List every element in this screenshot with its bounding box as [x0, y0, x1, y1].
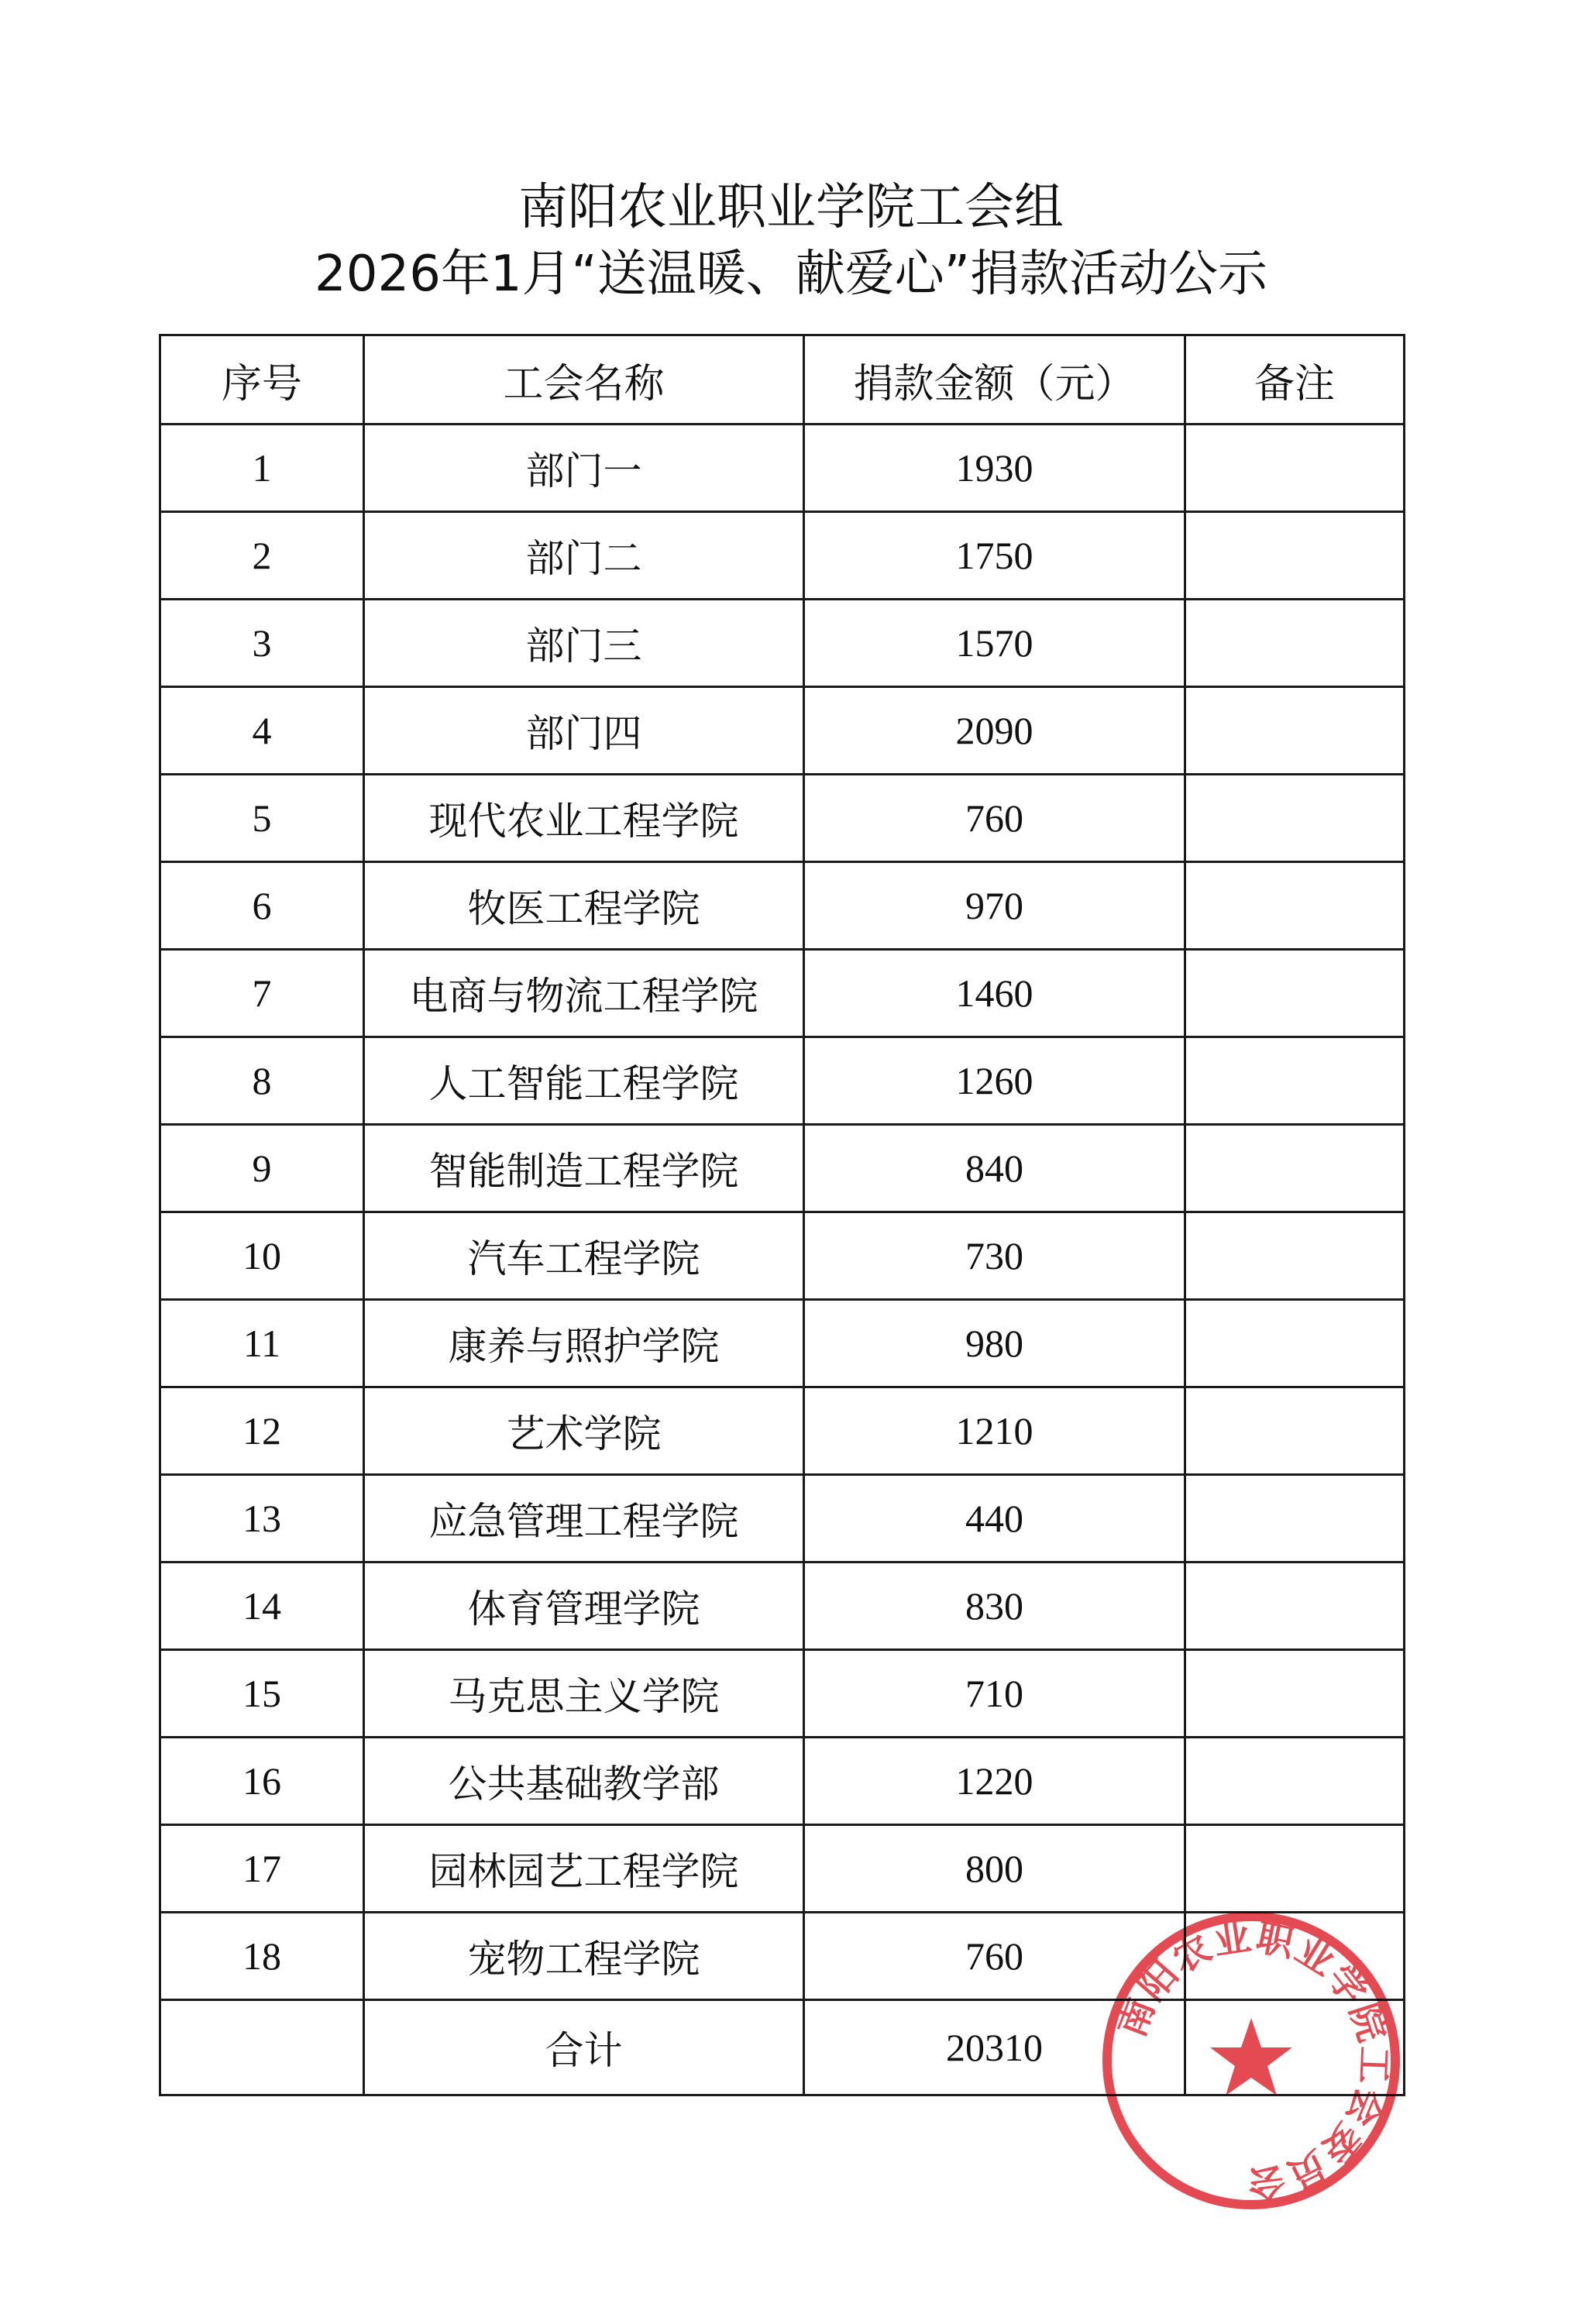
row-index: 16 — [160, 1738, 364, 1825]
row-remark — [1185, 1738, 1405, 1825]
row-index: 12 — [160, 1387, 364, 1475]
row-union-name: 部门二 — [364, 512, 804, 600]
table-row — [160, 950, 1405, 1037]
seal-star-icon — [1210, 2018, 1292, 2095]
row-index: 13 — [160, 1475, 364, 1563]
table-row — [160, 1475, 1405, 1563]
row-remark — [1185, 600, 1405, 687]
row-union-name: 人工智能工程学院 — [364, 1037, 804, 1125]
row-index: 3 — [160, 600, 364, 687]
row-amount: 1260 — [804, 1037, 1185, 1125]
row-index: 10 — [160, 1212, 364, 1300]
row-index: 6 — [160, 862, 364, 950]
row-union-name: 智能制造工程学院 — [364, 1125, 804, 1212]
row-amount: 1930 — [804, 425, 1185, 512]
document-title: 南阳农业职业学院工会组 — [518, 179, 1064, 236]
row-index: 4 — [160, 687, 364, 775]
row-amount: 1220 — [804, 1738, 1185, 1825]
row-remark — [1185, 1300, 1405, 1387]
table-row — [160, 1300, 1405, 1387]
table-row — [160, 1563, 1405, 1650]
row-amount: 980 — [804, 1300, 1185, 1387]
row-union-name: 牧医工程学院 — [364, 862, 804, 950]
row-amount: 1750 — [804, 512, 1185, 600]
official-seal-stamp — [1096, 1906, 1406, 2216]
table-row — [160, 1387, 1405, 1475]
row-index: 1 — [160, 425, 364, 512]
document-subtitle: 2026年1月“送温暖、献爱心”捐款活动公示 — [315, 246, 1267, 303]
row-remark — [1185, 512, 1405, 600]
row-index: 7 — [160, 950, 364, 1037]
row-index: 14 — [160, 1563, 364, 1650]
row-union-name: 部门一 — [364, 425, 804, 512]
table-row — [160, 687, 1405, 775]
table-row — [160, 1825, 1405, 1913]
table-row — [160, 862, 1405, 950]
table-row — [160, 775, 1405, 862]
table-header-row — [160, 335, 1405, 425]
header-amount: 捐款金额（元） — [804, 335, 1185, 425]
row-amount: 970 — [804, 862, 1185, 950]
row-amount: 710 — [804, 1650, 1185, 1738]
row-remark — [1185, 1563, 1405, 1650]
row-remark — [1185, 1475, 1405, 1563]
row-remark — [1185, 1825, 1405, 1913]
table-row — [160, 1738, 1405, 1825]
row-remark — [1185, 1212, 1405, 1300]
row-remark — [1185, 775, 1405, 862]
row-union-name: 部门三 — [364, 600, 804, 687]
row-amount: 830 — [804, 1563, 1185, 1650]
row-union-name: 艺术学院 — [364, 1387, 804, 1475]
row-union-name: 马克思主义学院 — [364, 1650, 804, 1738]
row-union-name: 园林园艺工程学院 — [364, 1825, 804, 1913]
row-amount: 1210 — [804, 1387, 1185, 1475]
row-index: 2 — [160, 512, 364, 600]
row-union-name: 汽车工程学院 — [364, 1212, 804, 1300]
row-amount: 1570 — [804, 600, 1185, 687]
row-index: 17 — [160, 1825, 364, 1913]
table-row — [160, 512, 1405, 600]
row-remark — [1185, 950, 1405, 1037]
row-index: 11 — [160, 1300, 364, 1387]
row-index: 9 — [160, 1125, 364, 1212]
donation-table — [159, 334, 1405, 2096]
row-remark — [1185, 1125, 1405, 1212]
row-index: 5 — [160, 775, 364, 862]
total-label: 合计 — [364, 2000, 804, 2095]
row-remark — [1185, 687, 1405, 775]
row-union-name: 应急管理工程学院 — [364, 1475, 804, 1563]
row-amount: 800 — [804, 1825, 1185, 1913]
row-amount: 760 — [804, 1913, 1185, 2000]
row-remark — [1185, 862, 1405, 950]
table-row — [160, 425, 1405, 512]
table-row — [160, 600, 1405, 687]
row-remark — [1185, 1650, 1405, 1738]
row-index: 18 — [160, 1913, 364, 2000]
seal-text: 南阳农业职业学院工会委员会 — [1109, 1915, 1396, 2206]
row-amount: 760 — [804, 775, 1185, 862]
row-union-name: 电商与物流工程学院 — [364, 950, 804, 1037]
row-amount: 840 — [804, 1125, 1185, 1212]
header-index: 序号 — [160, 335, 364, 425]
row-remark — [1185, 1387, 1405, 1475]
row-remark — [1185, 1037, 1405, 1125]
total-index — [160, 2000, 364, 2095]
row-remark — [1185, 425, 1405, 512]
table-row — [160, 1650, 1405, 1738]
row-index: 15 — [160, 1650, 364, 1738]
total-amount: 20310 — [804, 2000, 1185, 2095]
header-remark: 备注 — [1185, 335, 1405, 425]
row-amount: 730 — [804, 1212, 1185, 1300]
row-union-name: 康养与照护学院 — [364, 1300, 804, 1387]
row-union-name: 部门四 — [364, 687, 804, 775]
row-union-name: 公共基础教学部 — [364, 1738, 804, 1825]
row-index: 8 — [160, 1037, 364, 1125]
row-amount: 1460 — [804, 950, 1185, 1037]
row-amount: 440 — [804, 1475, 1185, 1563]
table-row — [160, 1212, 1405, 1300]
row-union-name: 现代农业工程学院 — [364, 775, 804, 862]
row-union-name: 体育管理学院 — [364, 1563, 804, 1650]
row-union-name: 宠物工程学院 — [364, 1913, 804, 2000]
header-union-name: 工会名称 — [364, 335, 804, 425]
table-row — [160, 1037, 1405, 1125]
row-amount: 2090 — [804, 687, 1185, 775]
table-row — [160, 1125, 1405, 1212]
